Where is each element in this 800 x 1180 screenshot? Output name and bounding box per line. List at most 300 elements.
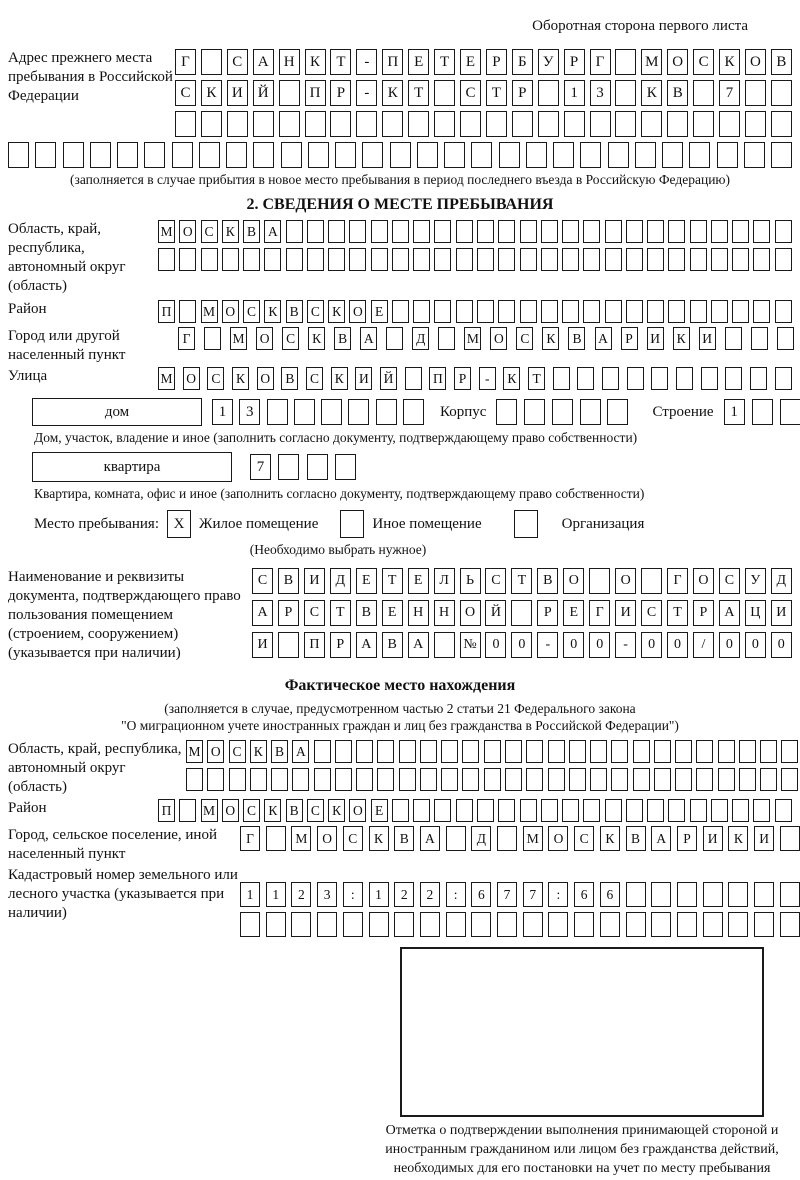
- char-box[interactable]: С: [175, 80, 196, 106]
- char-box[interactable]: [676, 367, 693, 390]
- char-box[interactable]: [541, 248, 558, 271]
- char-box[interactable]: [471, 142, 492, 168]
- char-box[interactable]: [305, 111, 326, 137]
- char-box[interactable]: [775, 220, 792, 243]
- char-box[interactable]: Е: [408, 568, 429, 594]
- char-box[interactable]: [335, 768, 352, 791]
- char-box[interactable]: [541, 799, 558, 822]
- char-box[interactable]: А: [252, 600, 273, 626]
- char-box[interactable]: К: [673, 327, 690, 350]
- char-box[interactable]: [711, 799, 728, 822]
- char-box[interactable]: К: [201, 80, 222, 106]
- char-box[interactable]: [753, 220, 770, 243]
- char-box[interactable]: [484, 740, 501, 763]
- char-box[interactable]: [335, 142, 356, 168]
- char-box[interactable]: И: [703, 826, 723, 851]
- char-box[interactable]: 0: [719, 632, 740, 658]
- char-box[interactable]: [456, 220, 473, 243]
- char-box[interactable]: [392, 248, 409, 271]
- char-box[interactable]: [553, 367, 570, 390]
- char-box[interactable]: Б: [512, 49, 533, 75]
- char-box[interactable]: [711, 300, 728, 323]
- char-box[interactable]: М: [158, 367, 175, 390]
- char-box[interactable]: А: [595, 327, 612, 350]
- char-box[interactable]: [328, 248, 345, 271]
- char-box[interactable]: И: [355, 367, 372, 390]
- char-box[interactable]: [477, 248, 494, 271]
- char-box[interactable]: М: [158, 220, 175, 243]
- char-box[interactable]: 1: [266, 882, 286, 907]
- char-box[interactable]: [279, 80, 300, 106]
- char-box[interactable]: [668, 220, 685, 243]
- char-box[interactable]: [668, 799, 685, 822]
- char-box[interactable]: [739, 740, 756, 763]
- char-box[interactable]: О: [256, 327, 273, 350]
- char-box[interactable]: [444, 142, 465, 168]
- char-box[interactable]: [753, 248, 770, 271]
- char-box[interactable]: М: [201, 799, 218, 822]
- char-box[interactable]: 7: [719, 80, 740, 106]
- char-box[interactable]: С: [229, 740, 246, 763]
- char-box[interactable]: С: [282, 327, 299, 350]
- char-box[interactable]: О: [257, 367, 274, 390]
- char-box[interactable]: Ь: [460, 568, 481, 594]
- char-box[interactable]: И: [227, 80, 248, 106]
- char-box[interactable]: [369, 912, 389, 937]
- char-box[interactable]: [144, 142, 165, 168]
- char-box[interactable]: П: [305, 80, 326, 106]
- char-box[interactable]: [460, 111, 481, 137]
- char-box[interactable]: С: [304, 600, 325, 626]
- char-box[interactable]: [413, 220, 430, 243]
- char-box[interactable]: [564, 111, 585, 137]
- char-box[interactable]: [541, 300, 558, 323]
- char-box[interactable]: [201, 248, 218, 271]
- char-box[interactable]: С: [252, 568, 273, 594]
- char-box[interactable]: [317, 912, 337, 937]
- char-box[interactable]: [523, 912, 543, 937]
- char-box[interactable]: [484, 768, 501, 791]
- char-box[interactable]: [441, 768, 458, 791]
- char-box[interactable]: [520, 248, 537, 271]
- char-box[interactable]: Т: [667, 600, 688, 626]
- char-box[interactable]: К: [503, 367, 520, 390]
- char-box[interactable]: 0: [667, 632, 688, 658]
- char-box[interactable]: Р: [537, 600, 558, 626]
- char-box[interactable]: А: [264, 220, 281, 243]
- char-box[interactable]: [253, 111, 274, 137]
- char-box[interactable]: [583, 300, 600, 323]
- char-box[interactable]: [250, 768, 267, 791]
- char-box[interactable]: [677, 882, 697, 907]
- char-box[interactable]: В: [356, 600, 377, 626]
- char-box[interactable]: [775, 799, 792, 822]
- char-box[interactable]: [399, 740, 416, 763]
- stay-type-checkbox-other[interactable]: [340, 510, 364, 538]
- char-box[interactable]: 6: [574, 882, 594, 907]
- char-box[interactable]: [266, 826, 286, 851]
- char-box[interactable]: [583, 799, 600, 822]
- char-box[interactable]: [760, 740, 777, 763]
- char-box[interactable]: [690, 220, 707, 243]
- char-box[interactable]: [696, 740, 713, 763]
- char-box[interactable]: [201, 111, 222, 137]
- char-box[interactable]: [496, 399, 517, 425]
- char-box[interactable]: [562, 248, 579, 271]
- char-box[interactable]: [434, 111, 455, 137]
- char-box[interactable]: И: [754, 826, 774, 851]
- char-box[interactable]: [240, 912, 260, 937]
- char-box[interactable]: [548, 912, 568, 937]
- char-box[interactable]: [626, 799, 643, 822]
- char-box[interactable]: П: [158, 799, 175, 822]
- char-box[interactable]: Д: [471, 826, 491, 851]
- char-box[interactable]: Р: [677, 826, 697, 851]
- char-box[interactable]: [693, 80, 714, 106]
- char-box[interactable]: [413, 799, 430, 822]
- char-box[interactable]: С: [641, 600, 662, 626]
- char-box[interactable]: [605, 799, 622, 822]
- char-box[interactable]: Т: [434, 49, 455, 75]
- char-box[interactable]: Л: [434, 568, 455, 594]
- char-box[interactable]: [498, 300, 515, 323]
- char-box[interactable]: [456, 248, 473, 271]
- char-box[interactable]: В: [626, 826, 646, 851]
- char-box[interactable]: Ц: [745, 600, 766, 626]
- char-box[interactable]: А: [292, 740, 309, 763]
- char-box[interactable]: 3: [317, 882, 337, 907]
- char-box[interactable]: [286, 220, 303, 243]
- char-box[interactable]: [538, 80, 559, 106]
- char-box[interactable]: 0: [511, 632, 532, 658]
- char-box[interactable]: -: [479, 367, 496, 390]
- char-box[interactable]: В: [394, 826, 414, 851]
- char-box[interactable]: [199, 142, 220, 168]
- char-box[interactable]: Г: [667, 568, 688, 594]
- char-box[interactable]: [392, 799, 409, 822]
- char-box[interactable]: [349, 248, 366, 271]
- char-box[interactable]: А: [651, 826, 671, 851]
- char-box[interactable]: К: [600, 826, 620, 851]
- char-box[interactable]: :: [548, 882, 568, 907]
- char-box[interactable]: [524, 399, 545, 425]
- char-box[interactable]: [607, 399, 628, 425]
- char-box[interactable]: О: [183, 367, 200, 390]
- char-box[interactable]: [434, 80, 455, 106]
- char-box[interactable]: [264, 248, 281, 271]
- char-box[interactable]: [647, 300, 664, 323]
- char-box[interactable]: [745, 80, 766, 106]
- char-box[interactable]: [441, 740, 458, 763]
- char-box[interactable]: [553, 142, 574, 168]
- char-box[interactable]: [434, 300, 451, 323]
- char-box[interactable]: [348, 399, 369, 425]
- char-box[interactable]: 7: [497, 882, 517, 907]
- char-box[interactable]: [548, 768, 565, 791]
- char-box[interactable]: [462, 768, 479, 791]
- char-box[interactable]: В: [382, 632, 403, 658]
- char-box[interactable]: [717, 142, 738, 168]
- char-box[interactable]: [314, 740, 331, 763]
- char-box[interactable]: В: [771, 49, 792, 75]
- char-box[interactable]: [477, 300, 494, 323]
- char-box[interactable]: 1: [240, 882, 260, 907]
- char-box[interactable]: [394, 912, 414, 937]
- char-box[interactable]: И: [647, 327, 664, 350]
- char-box[interactable]: [728, 912, 748, 937]
- char-box[interactable]: [186, 768, 203, 791]
- char-box[interactable]: О: [745, 49, 766, 75]
- char-box[interactable]: [294, 399, 315, 425]
- char-box[interactable]: [377, 768, 394, 791]
- char-box[interactable]: В: [667, 80, 688, 106]
- char-box[interactable]: [633, 768, 650, 791]
- char-box[interactable]: [227, 111, 248, 137]
- char-box[interactable]: [701, 367, 718, 390]
- char-box[interactable]: У: [745, 568, 766, 594]
- char-box[interactable]: [562, 300, 579, 323]
- char-box[interactable]: Т: [528, 367, 545, 390]
- char-box[interactable]: -: [356, 80, 377, 106]
- char-box[interactable]: [349, 220, 366, 243]
- char-box[interactable]: 2: [291, 882, 311, 907]
- char-box[interactable]: [486, 111, 507, 137]
- char-box[interactable]: В: [568, 327, 585, 350]
- char-box[interactable]: [307, 454, 328, 480]
- char-box[interactable]: Т: [382, 568, 403, 594]
- char-box[interactable]: П: [304, 632, 325, 658]
- char-box[interactable]: С: [307, 799, 324, 822]
- char-box[interactable]: [420, 768, 437, 791]
- char-box[interactable]: [505, 768, 522, 791]
- char-box[interactable]: [780, 882, 800, 907]
- char-box[interactable]: [690, 799, 707, 822]
- char-box[interactable]: [462, 740, 479, 763]
- char-box[interactable]: [526, 142, 547, 168]
- char-box[interactable]: Н: [434, 600, 455, 626]
- char-box[interactable]: С: [306, 367, 323, 390]
- char-box[interactable]: [291, 912, 311, 937]
- char-box[interactable]: Р: [486, 49, 507, 75]
- char-box[interactable]: В: [286, 799, 303, 822]
- char-box[interactable]: С: [693, 49, 714, 75]
- char-box[interactable]: [771, 80, 792, 106]
- char-box[interactable]: 1: [564, 80, 585, 106]
- char-box[interactable]: [308, 142, 329, 168]
- char-box[interactable]: М: [230, 327, 247, 350]
- char-box[interactable]: [390, 142, 411, 168]
- char-box[interactable]: [753, 300, 770, 323]
- char-box[interactable]: [362, 142, 383, 168]
- char-box[interactable]: [615, 49, 636, 75]
- char-box[interactable]: [562, 799, 579, 822]
- char-box[interactable]: Р: [330, 80, 351, 106]
- char-box[interactable]: 0: [563, 632, 584, 658]
- char-box[interactable]: [90, 142, 111, 168]
- char-box[interactable]: [732, 220, 749, 243]
- char-box[interactable]: [580, 399, 601, 425]
- stay-type-checkbox-organization[interactable]: [514, 510, 538, 538]
- char-box[interactable]: [392, 300, 409, 323]
- char-box[interactable]: [371, 248, 388, 271]
- char-box[interactable]: [693, 111, 714, 137]
- char-box[interactable]: Е: [460, 49, 481, 75]
- char-box[interactable]: Д: [771, 568, 792, 594]
- char-box[interactable]: №: [460, 632, 481, 658]
- char-box[interactable]: Й: [485, 600, 506, 626]
- char-box[interactable]: [668, 248, 685, 271]
- char-box[interactable]: Г: [590, 49, 611, 75]
- char-box[interactable]: [615, 111, 636, 137]
- char-box[interactable]: С: [243, 300, 260, 323]
- char-box[interactable]: [626, 300, 643, 323]
- char-box[interactable]: [377, 740, 394, 763]
- char-box[interactable]: [286, 248, 303, 271]
- char-box[interactable]: К: [264, 799, 281, 822]
- char-box[interactable]: [434, 632, 455, 658]
- char-box[interactable]: А: [360, 327, 377, 350]
- char-box[interactable]: К: [728, 826, 748, 851]
- char-box[interactable]: [775, 300, 792, 323]
- char-box[interactable]: Р: [278, 600, 299, 626]
- char-box[interactable]: М: [523, 826, 543, 851]
- char-box[interactable]: В: [537, 568, 558, 594]
- char-box[interactable]: [179, 248, 196, 271]
- char-box[interactable]: [590, 111, 611, 137]
- char-box[interactable]: [662, 142, 683, 168]
- char-box[interactable]: :: [343, 882, 363, 907]
- char-box[interactable]: [8, 142, 29, 168]
- char-box[interactable]: [201, 49, 222, 75]
- char-box[interactable]: [750, 367, 767, 390]
- char-box[interactable]: [633, 740, 650, 763]
- char-box[interactable]: [408, 111, 429, 137]
- char-box[interactable]: [179, 300, 196, 323]
- char-box[interactable]: 1: [212, 399, 233, 425]
- char-box[interactable]: Е: [382, 600, 403, 626]
- char-box[interactable]: [651, 882, 671, 907]
- char-box[interactable]: [456, 300, 473, 323]
- char-box[interactable]: 2: [420, 882, 440, 907]
- char-box[interactable]: [641, 568, 662, 594]
- char-box[interactable]: [690, 300, 707, 323]
- char-box[interactable]: О: [207, 740, 224, 763]
- char-box[interactable]: Й: [253, 80, 274, 106]
- char-box[interactable]: [172, 142, 193, 168]
- char-box[interactable]: [732, 300, 749, 323]
- char-box[interactable]: К: [328, 300, 345, 323]
- char-box[interactable]: 0: [745, 632, 766, 658]
- char-box[interactable]: [600, 912, 620, 937]
- char-box[interactable]: [207, 768, 224, 791]
- char-box[interactable]: [611, 740, 628, 763]
- char-box[interactable]: А: [420, 826, 440, 851]
- char-box[interactable]: О: [490, 327, 507, 350]
- char-box[interactable]: О: [179, 220, 196, 243]
- char-box[interactable]: [626, 912, 646, 937]
- char-box[interactable]: [696, 768, 713, 791]
- char-box[interactable]: [279, 111, 300, 137]
- char-box[interactable]: [781, 768, 798, 791]
- char-box[interactable]: [719, 111, 740, 137]
- char-box[interactable]: [330, 111, 351, 137]
- char-box[interactable]: [471, 912, 491, 937]
- char-box[interactable]: [520, 300, 537, 323]
- char-box[interactable]: С: [227, 49, 248, 75]
- char-box[interactable]: В: [286, 300, 303, 323]
- char-box[interactable]: Г: [589, 600, 610, 626]
- char-box[interactable]: [651, 367, 668, 390]
- char-box[interactable]: [278, 454, 299, 480]
- char-box[interactable]: [446, 826, 466, 851]
- house-type-box[interactable]: дом: [32, 398, 202, 426]
- char-box[interactable]: [321, 399, 342, 425]
- char-box[interactable]: К: [308, 327, 325, 350]
- char-box[interactable]: [647, 220, 664, 243]
- char-box[interactable]: [158, 248, 175, 271]
- char-box[interactable]: 1: [369, 882, 389, 907]
- char-box[interactable]: К: [305, 49, 326, 75]
- char-box[interactable]: [775, 248, 792, 271]
- char-box[interactable]: [434, 248, 451, 271]
- char-box[interactable]: -: [356, 49, 377, 75]
- char-box[interactable]: [548, 740, 565, 763]
- char-box[interactable]: [753, 799, 770, 822]
- char-box[interactable]: С: [207, 367, 224, 390]
- char-box[interactable]: [583, 248, 600, 271]
- char-box[interactable]: [335, 454, 356, 480]
- char-box[interactable]: [552, 399, 573, 425]
- char-box[interactable]: -: [537, 632, 558, 658]
- char-box[interactable]: [222, 248, 239, 271]
- char-box[interactable]: [574, 912, 594, 937]
- char-box[interactable]: 6: [600, 882, 620, 907]
- char-box[interactable]: Д: [412, 327, 429, 350]
- char-box[interactable]: [382, 111, 403, 137]
- char-box[interactable]: В: [334, 327, 351, 350]
- char-box[interactable]: К: [641, 80, 662, 106]
- char-box[interactable]: С: [516, 327, 533, 350]
- char-box[interactable]: [267, 399, 288, 425]
- char-box[interactable]: [281, 142, 302, 168]
- char-box[interactable]: [512, 111, 533, 137]
- char-box[interactable]: 7: [250, 454, 271, 480]
- char-box[interactable]: 0: [589, 632, 610, 658]
- char-box[interactable]: [505, 740, 522, 763]
- char-box[interactable]: [417, 142, 438, 168]
- char-box[interactable]: [446, 912, 466, 937]
- char-box[interactable]: [371, 220, 388, 243]
- char-box[interactable]: -: [615, 632, 636, 658]
- char-box[interactable]: И: [252, 632, 273, 658]
- char-box[interactable]: [562, 220, 579, 243]
- char-box[interactable]: Р: [693, 600, 714, 626]
- char-box[interactable]: [538, 111, 559, 137]
- char-box[interactable]: М: [641, 49, 662, 75]
- char-box[interactable]: [744, 142, 765, 168]
- char-box[interactable]: /: [693, 632, 714, 658]
- char-box[interactable]: [602, 367, 619, 390]
- char-box[interactable]: [626, 248, 643, 271]
- char-box[interactable]: С: [243, 799, 260, 822]
- char-box[interactable]: [520, 220, 537, 243]
- char-box[interactable]: [703, 912, 723, 937]
- char-box[interactable]: 6: [471, 882, 491, 907]
- char-box[interactable]: [626, 882, 646, 907]
- char-box[interactable]: В: [278, 568, 299, 594]
- char-box[interactable]: [541, 220, 558, 243]
- char-box[interactable]: К: [382, 80, 403, 106]
